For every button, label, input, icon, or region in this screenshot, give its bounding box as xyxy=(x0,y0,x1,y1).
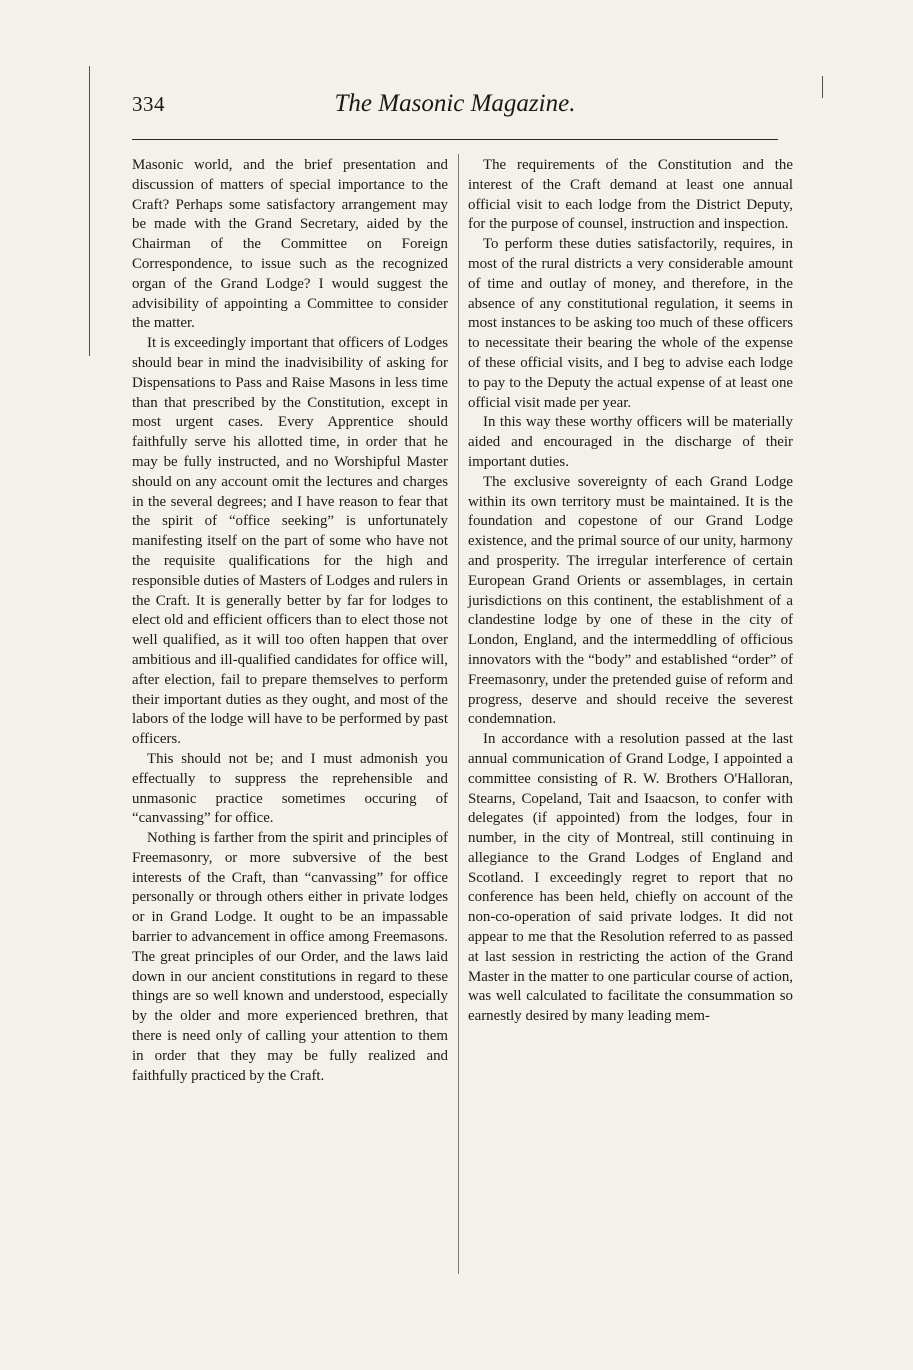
column-divider xyxy=(458,154,459,1274)
left-column xyxy=(132,156,448,1086)
margin-mark-right xyxy=(822,76,823,98)
paragraph: In this way these worthy officers will be materially aided and encouraged in the discharge of their important duties. xyxy=(468,414,793,470)
page-header xyxy=(132,92,778,132)
paragraph: The exclusive sovereignty of each Grand Lodge within its own territory must be maintained. It is the foundation and copestone of our Grand Lodge existence, and the primal source of our unity, harmony and prosperity. The irregular interference of certain European Grand Orients or assemblages, in certain jurisdictions on this continent, the establishment of a clandestine lodge by one of these in the city of London, England, and the intermeddling of officious innovators with the “body” and established “order” of Freemasonry, under the pretended guise of reform and progress, deserve and should receive the severest condemnation. xyxy=(468,473,793,728)
paragraph: The requirements of the Constitution and the interest of the Craft demand at least one annual official visit to each lodge from the District Deputy, for the purpose of counsel, instruction and inspection. xyxy=(468,157,793,233)
paragraph: Nothing is farther from the spirit and principles of Freemasonry, or more subversive of the best interests of the Craft, than “canvassing” for office personally or through others either in private lodges or in Grand Lodge. It ought to be an impassable barrier to advancement in office among Freemasons. The great principles of our Order, and the laws laid down in our ancient constitutions in regard to these things are so well known and understood, especially by the older and more experienced brethren, that there is need only of calling your attention to them in order that they may be fully realized and faithfully practiced by the Craft. xyxy=(132,830,448,1084)
margin-mark-left xyxy=(89,66,90,356)
running-title: The Masonic Magazine. xyxy=(334,90,576,117)
right-column xyxy=(468,156,793,1027)
page-number: 334 xyxy=(132,92,165,116)
paragraph: Masonic world, and the brief presentation and discussion of matters of special importance to the Craft? Perhaps some satisfactory arrangement may be made with the Grand Secretary, aided by the Chairman of the Committee on Foreign Correspondence, to issue such as the recognized organ of the Grand Lodge? I would suggest the advisibility of appointing a Committee to consider the matter. xyxy=(132,157,448,332)
paragraph: To perform these duties satisfactorily, requires, in most of the rural districts a very considerable amount of time and outlay of money, and therefore, in the absence of any constitutional regulation, it seems in most instances to be asking too much of these officers to necessitate their bearing the whole of the expense of these official visits, and I beg to advise each lodge to pay to the Deputy the actual expense of at least one official visit made per year. xyxy=(468,236,793,411)
paragraph: It is exceedingly important that officers of Lodges should bear in mind the inadvisibility of asking for Dispensations to Pass and Raise Masons in less time than that prescribed by the Constitution, except in most urgent cases. Every Apprentice should faithfully serve his allotted time, in order that he may be fully instructed, and no Worshipful Master should on any account omit the lectures and charges in the several degrees; and I have reason to fear that the spirit of “office seeking” is unfortunately manifesting itself on the part of some who have not the requisite qualifications for the high and responsible duties of Masters of Lodges and rulers in the Craft. It is generally better by far for lodges to elect old and efficient officers than to elect those not well qualified, as it will too often happen that over ambitious and ill-qualified candidates for office will, after election, fail to prepare themselves to perform their important duties as they ought, and most of the labors of the lodge will have to be performed by past officers. xyxy=(132,335,448,748)
paragraph: In accordance with a resolution passed at the last annual communication of Grand Lodge, I appointed a committee consisting of R. W. Brothers O'Halloran, Stearns, Copeland, Tait and Isaacson, to confer with delegates (if appointed) from the lodges, four in number, in the city of Montreal, still continuing in allegiance to the Grand Lodges of England and Scotland. I exceedingly regret to report that no conference has been held, chiefly on account of the non-co-operation of said private lodges. It did not appear to me that the Resolution referred to as passed at last session in restricting the action of the Grand Master in the matter to one particular course of action, was well calculated to facilitate the consummation so earnestly desired by many leading mem- xyxy=(468,731,793,1025)
paragraph: This should not be; and I must admonish you effectually to suppress the reprehensible and unmasonic practice sometimes occuring of “canvassing” for office. xyxy=(132,750,448,827)
header-rule xyxy=(132,139,778,140)
